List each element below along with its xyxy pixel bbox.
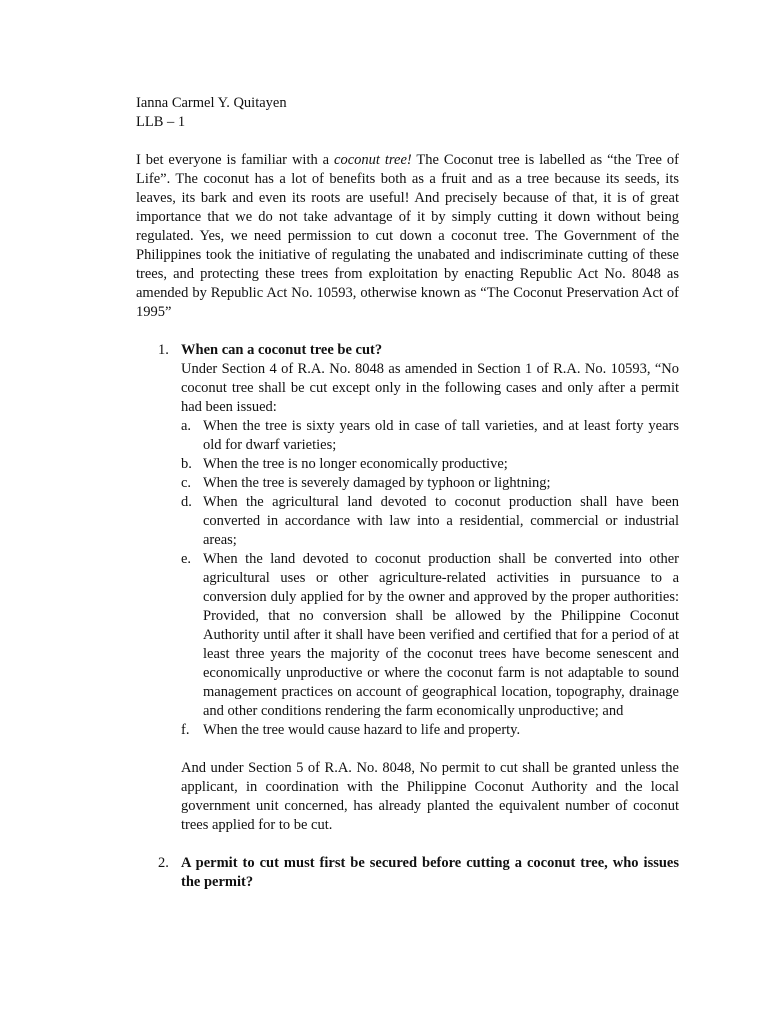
case-letter: e. [181, 551, 192, 567]
intro-emphasis: coconut tree! [334, 152, 412, 168]
case-letter: c. [181, 475, 192, 491]
question-number: 2. [158, 855, 169, 871]
case-letter: b. [181, 456, 192, 472]
case-item-a [181, 417, 679, 455]
case-item-c [181, 474, 679, 493]
case-text: When the tree is severely damaged by typhoon or lightning; [203, 475, 551, 491]
author-block [136, 94, 679, 132]
question-title: When can a coconut tree be cut? [181, 342, 383, 358]
intro-paragraph [136, 151, 679, 322]
author-name: Ianna Carmel Y. Quitayen [136, 95, 287, 111]
case-text: When the tree is no longer economically productive; [203, 456, 508, 472]
case-item-f [181, 721, 679, 740]
question-list [136, 341, 679, 892]
section-lead-paragraph: Under Section 4 of R.A. No. 8048 as amended in Section 1 of R.A. No. 10593, “No coconut tree shall be cut except only in the following cases and only after a permit had been issued: [181, 361, 679, 415]
intro-text-rest: The Coconut tree is labelled as “the Tree of Life”. The coconut has a lot of benefits both as a fruit and as a tree because its seeds, its leaves, its bark and even its roots are useful! And precisely because of that, it is of great importance that we do not take advantage of it by simply cutting it down without being regulated. Yes, we need permission to cut down a coconut tree. The Government of the Philippines took the initiative of regulating the unabated and indiscriminate cutting of these trees, and protecting these trees from exploitation by enacting Republic Act No. 8048 as amended by Republic Act No. 10593, otherwise known as “The Coconut Preservation Act of 1995” [136, 152, 679, 320]
case-text: When the tree is sixty years old in case of tall varieties, and at least forty years old for dwarf varieties; [203, 418, 679, 453]
case-letter: d. [181, 494, 192, 510]
case-item-e [181, 550, 679, 721]
case-letter: f. [181, 722, 190, 738]
case-list [181, 417, 679, 740]
question-item-1 [136, 341, 679, 835]
case-item-b [181, 455, 679, 474]
case-text: When the agricultural land devoted to coconut production shall have been converted in accordance with law into a residential, commercial or industrial areas; [203, 494, 679, 548]
question-title: A permit to cut must first be secured before cutting a coconut tree, who issues the permit? [181, 855, 679, 890]
question-item-2 [136, 854, 679, 892]
author-class: LLB – 1 [136, 114, 186, 130]
question-number: 1. [158, 342, 169, 358]
case-item-d [181, 493, 679, 550]
section-5-paragraph: And under Section 5 of R.A. No. 8048, No permit to cut shall be granted unless the applicant, in coordination with the Philippine Coconut Authority and the local government unit concerned, has already planted the equivalent number of coconut trees applied for to be cut. [181, 760, 679, 833]
case-text: When the tree would cause hazard to life and property. [203, 722, 521, 738]
case-text: When the land devoted to coconut production shall be converted into other agricultural uses or other agriculture-related activities in pursuance to a conversion duly applied for by the owner and approved by the proper authorities: Provided, that no conversion shall be allowed by the Philippine Coconut Authority until after it shall have been verified and certified that for a period of at least three years the majority of the coconut trees have become senescent and economically unproductive or where the coconut farm is not adaptable to sound management practices on account of geographical location, topography, drainage and other conditions rendering the farm economically unproductive; and [203, 551, 679, 719]
case-letter: a. [181, 418, 192, 434]
document-body [136, 94, 679, 892]
intro-text-start: I bet everyone is familiar with a [136, 152, 335, 168]
